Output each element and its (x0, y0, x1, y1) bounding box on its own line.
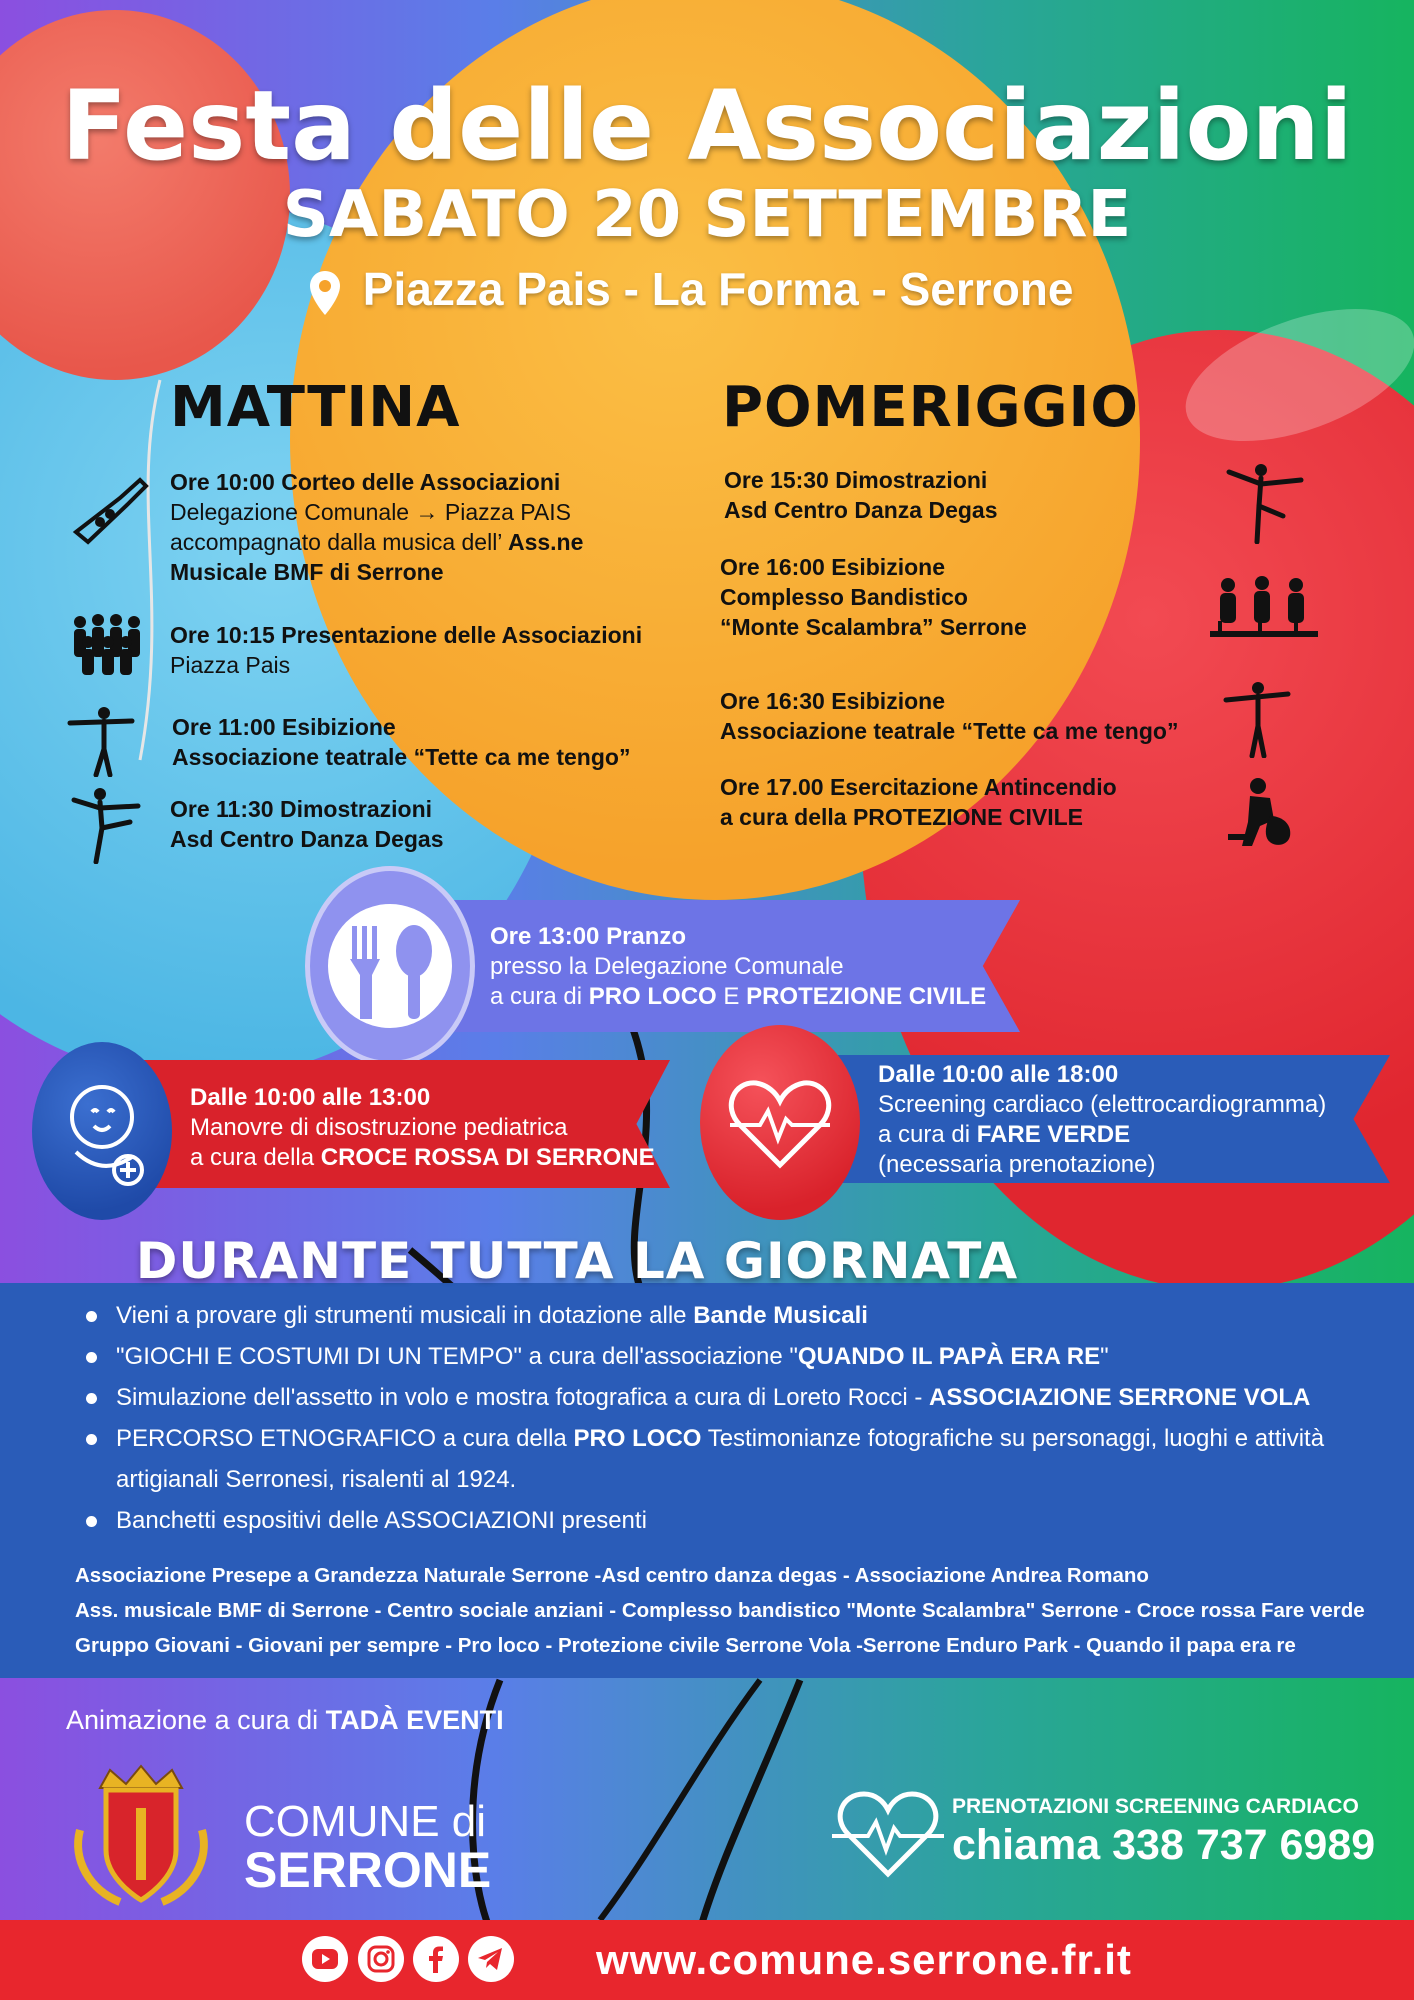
event-detail-bold: Musicale BMF di Serrone (170, 559, 444, 585)
list-item-bold: QUANDO IL PAPÀ ERA RE (797, 1343, 1101, 1370)
firefighter-icon (1222, 776, 1296, 850)
crowd-icon (68, 612, 144, 676)
lunch-time: Ore 13:00 Pranzo (490, 923, 687, 950)
event-detail-bold: Complesso Bandistico (720, 584, 968, 610)
pediatric-text (190, 1083, 655, 1173)
list-item (72, 1295, 1362, 1336)
facebook-icon[interactable] (413, 1936, 459, 1982)
pediatric-time: Dalle 10:00 alle 13:00 (190, 1084, 431, 1111)
event-detail-bold: “Monte Scalambra” Serrone (720, 614, 1027, 640)
lunch-detail: a cura di (490, 983, 589, 1010)
associations-list (75, 1558, 1375, 1663)
afternoon-event-1 (724, 465, 998, 525)
list-item-bold: ASSOCIAZIONE SERRONE VOLA (928, 1384, 1311, 1411)
pediatric-balloon (32, 1042, 172, 1220)
associations-line: Gruppo Giovani - Giovani per sempre - Pro loco - Protezione civile Serrone Vola -Serrone Enduro Park - Quando il papa era re (75, 1634, 1296, 1657)
event-date: SABATO 20 SETTEMBRE (282, 178, 1132, 252)
morning-heading: MATTINA (170, 375, 461, 440)
event-detail-bold: Ass.ne (507, 529, 584, 555)
coat-of-arms-icon (70, 1760, 212, 1910)
morning-event-4 (170, 794, 444, 854)
afternoon-heading: POMERIGGIO (722, 375, 1139, 440)
lunch-detail-bold: PRO LOCO (588, 983, 717, 1010)
event-detail: accompagnato dalla musica dell’ (170, 529, 508, 555)
actor-icon (1222, 680, 1292, 758)
afternoon-event-4 (720, 772, 1117, 832)
animation-credit-bold: TADÀ EVENTI (325, 1705, 504, 1735)
list-item (72, 1500, 1362, 1541)
dancer-icon (70, 784, 142, 864)
comune-name (244, 1797, 492, 1898)
afternoon-event-3 (720, 686, 1178, 746)
location-row (308, 262, 1108, 322)
event-time: Ore 11:00 Esibizione (172, 714, 396, 740)
event-time: Ore 10:00 Corteo delle Associazioni (170, 469, 561, 495)
trumpet-icon (70, 470, 150, 550)
lunch-balloon (305, 866, 475, 1066)
allday-heading: DURANTE TUTTA LA GIORNATA (135, 1232, 1019, 1290)
associations-line: Ass. musicale BMF di Serrone - Centro sociale anziani - Complesso bandistico "Monte Scalambra" Serrone - Croce rossa Fare verde (75, 1599, 1365, 1622)
cardio-time: Dalle 10:00 alle 18:00 (878, 1061, 1119, 1088)
actor-icon (66, 705, 136, 777)
event-detail-bold: Associazione teatrale “Tette ca me tengo” (172, 744, 631, 770)
event-time: Ore 15:30 Dimostrazioni (724, 467, 988, 493)
event-detail: Delegazione Comunale → Piazza PAIS (170, 499, 572, 525)
lunch-detail: presso la Delegazione Comunale (490, 953, 844, 980)
event-time: Ore 17.00 Esercitazione Antincendio (720, 774, 1117, 800)
event-time: Ore 11:30 Dimostrazioni (170, 796, 433, 822)
page-title: Festa delle Associazioni (61, 70, 1353, 182)
event-time: Ore 16:30 Esibizione (720, 688, 945, 714)
associations-line: Associazione Presepe a Grandezza Naturale Serrone -Asd centro danza degas - Associazione Andrea Romano (75, 1564, 1149, 1587)
event-detail-bold: Asd Centro Danza Degas (170, 826, 444, 852)
website-link[interactable]: www.comune.serrone.fr.it (596, 1936, 1132, 1983)
cardio-detail: Screening cardiaco (elettrocardiogramma) (878, 1091, 1327, 1118)
telegram-icon[interactable] (468, 1936, 514, 1982)
event-detail-bold: Asd Centro Danza Degas (724, 497, 998, 523)
event-detail-bold: a cura della (720, 804, 853, 830)
afternoon-event-2 (720, 552, 1027, 642)
pediatric-detail-bold: CROCE ROSSA DI SERRONE (320, 1144, 655, 1171)
cardio-text (878, 1060, 1326, 1180)
list-item (72, 1418, 1362, 1500)
pediatric-detail: Manovre di disostruzione pediatrica (190, 1114, 568, 1141)
cardio-detail: (necessaria prenotazione) (878, 1151, 1156, 1178)
list-item-text: PERCORSO ETNOGRAFICO a cura della (116, 1425, 574, 1452)
lunch-text (490, 922, 986, 1012)
cardio-detail-bold: FARE VERDE (976, 1121, 1131, 1148)
morning-event-3 (172, 712, 630, 772)
location-text: Piazza Pais - La Forma - Serrone (362, 263, 1074, 315)
musicians-icon (1210, 575, 1318, 641)
list-item-text: " (1100, 1343, 1109, 1370)
allday-list (72, 1295, 1362, 1541)
list-item (72, 1377, 1362, 1418)
screening-booking (952, 1795, 1375, 1870)
list-item-bold: Bande Musicali (693, 1302, 868, 1329)
heart-pulse-icon (700, 1025, 860, 1220)
lunch-detail-bold: PROTEZIONE CIVILE (746, 983, 987, 1010)
comune-town: SERRONE (244, 1842, 492, 1898)
list-item-text: Vieni a provare gli strumenti musicali in dotazione alle (116, 1302, 694, 1329)
screening-phone[interactable]: chiama 338 737 6989 (952, 1821, 1376, 1869)
list-item (72, 1336, 1362, 1377)
animation-credit (66, 1705, 504, 1736)
morning-event-2 (170, 620, 642, 680)
ballerina-icon (1225, 460, 1305, 544)
heart-pulse-icon (828, 1788, 948, 1878)
list-item-text: Banchetti espositivi delle ASSOCIAZIONI presenti (116, 1507, 647, 1534)
pediatric-detail: a cura della (190, 1144, 321, 1171)
screening-label: PRENOTAZIONI SCREENING CARDIACO (952, 1795, 1359, 1818)
fork-spoon-icon (310, 871, 470, 1061)
list-item-text: "GIOCHI E COSTUMI DI UN TEMPO" a cura dell'associazione " (116, 1343, 798, 1370)
youtube-icon[interactable] (302, 1936, 348, 1982)
list-item-text: Testimonianze fotografiche su personaggi, luoghi e attività artigianali Serronesi, risalenti al 1924. (116, 1425, 1325, 1493)
cardio-balloon (700, 1025, 860, 1220)
morning-event-1 (170, 467, 583, 587)
event-detail-bold: PROTEZIONE CIVILE (852, 804, 1083, 830)
event-time: Ore 16:00 Esibizione (720, 554, 945, 580)
event-detail: Piazza Pais (170, 652, 291, 678)
baby-care-icon (32, 1042, 172, 1220)
event-time: Ore 10:15 Presentazione delle Associazioni (170, 622, 643, 648)
event-detail-bold: Associazione teatrale “Tette ca me tengo” (720, 718, 1179, 744)
list-item-bold: PRO LOCO (573, 1425, 702, 1452)
comune-label: COMUNE di (244, 1797, 487, 1846)
location-pin-icon (308, 269, 342, 317)
animation-credit-text: Animazione a cura di (66, 1705, 326, 1735)
cardio-detail: a cura di (878, 1121, 977, 1148)
list-item-text: Simulazione dell'assetto in volo e mostra fotografica a cura di Loreto Rocci - (116, 1384, 929, 1411)
lunch-detail: E (716, 983, 747, 1010)
instagram-icon[interactable] (358, 1936, 404, 1982)
